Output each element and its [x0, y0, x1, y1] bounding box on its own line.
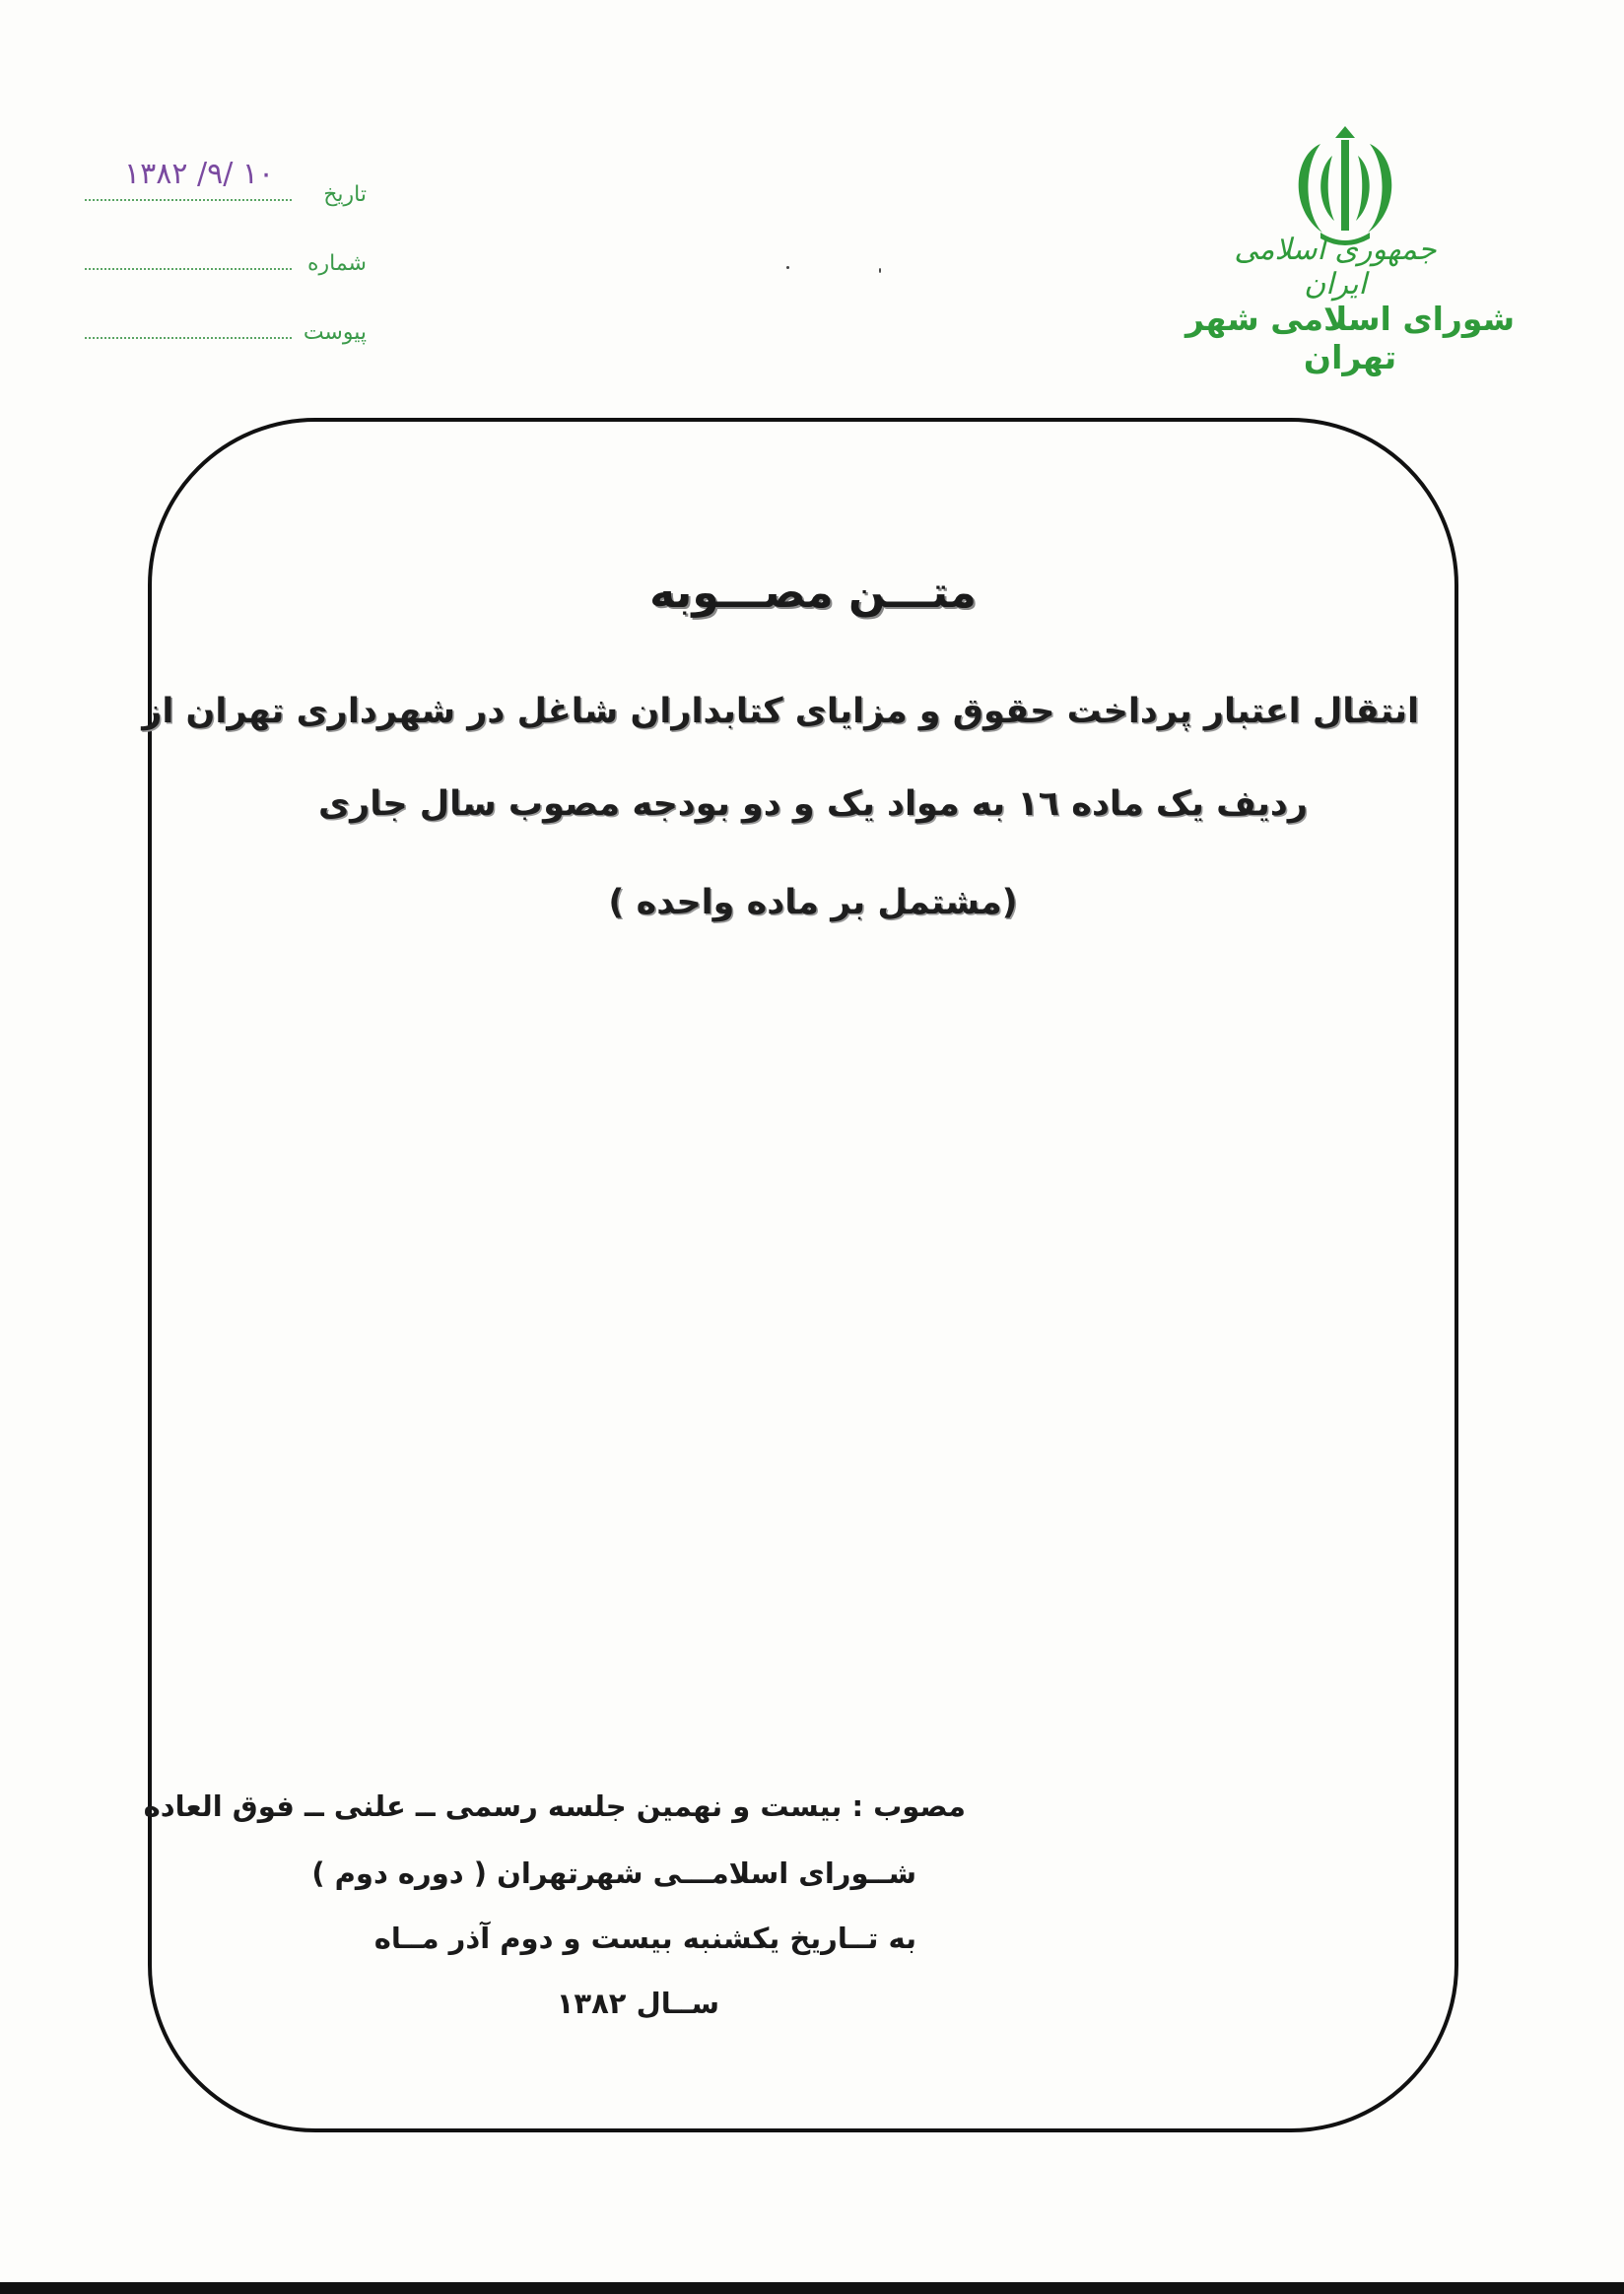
- date-label: تاریخ: [323, 182, 367, 207]
- number-field: [85, 242, 380, 282]
- number-dotted-line: [85, 268, 292, 270]
- approval-line-4: ســال ١٣٨٢: [556, 1987, 719, 2020]
- scan-speck: [786, 266, 789, 269]
- number-label: شماره: [306, 251, 367, 276]
- approval-line-1: مصوب : بیست و نهمین جلسه رسمی ــ علنی ــ فوق العاده: [143, 1789, 966, 1823]
- attachment-field: [85, 311, 380, 351]
- title-line-1: انتقال اعتبار پرداخت حقوق و مزایای کتابداران شاغل در شهرداری تهران از: [142, 692, 1419, 731]
- document-heading: متـــن مصـــوبه: [649, 568, 977, 618]
- scan-speck: [879, 268, 881, 273]
- scan-bottom-edge: [0, 2282, 1624, 2294]
- republic-text: جمهوری اسلامی ایران: [1234, 233, 1437, 302]
- council-name: شورای اسلامی شهر تهران: [1184, 300, 1516, 376]
- iran-emblem-icon: [1281, 126, 1409, 249]
- attachment-label: پیوست: [303, 320, 367, 345]
- approval-line-3: به تــاریخ یکشنبه بیست و دوم آذر مــاه: [373, 1922, 916, 1955]
- title-line-2: ردیف یک ماده ١٦ به مواد یک و دو بودجه مصوب سال جاری: [318, 784, 1308, 824]
- date-value: ۱۰ /۹/ ۱۳۸۲: [124, 157, 275, 191]
- title-line-3: (مشتمل بر ماده واحده ): [608, 883, 1018, 922]
- approval-line-2: شــورای اسلامـــی شهرتهران ( دوره دوم ): [311, 1856, 916, 1890]
- date-field: [85, 157, 380, 213]
- date-dotted-line: [85, 199, 292, 201]
- attachment-dotted-line: [85, 337, 292, 339]
